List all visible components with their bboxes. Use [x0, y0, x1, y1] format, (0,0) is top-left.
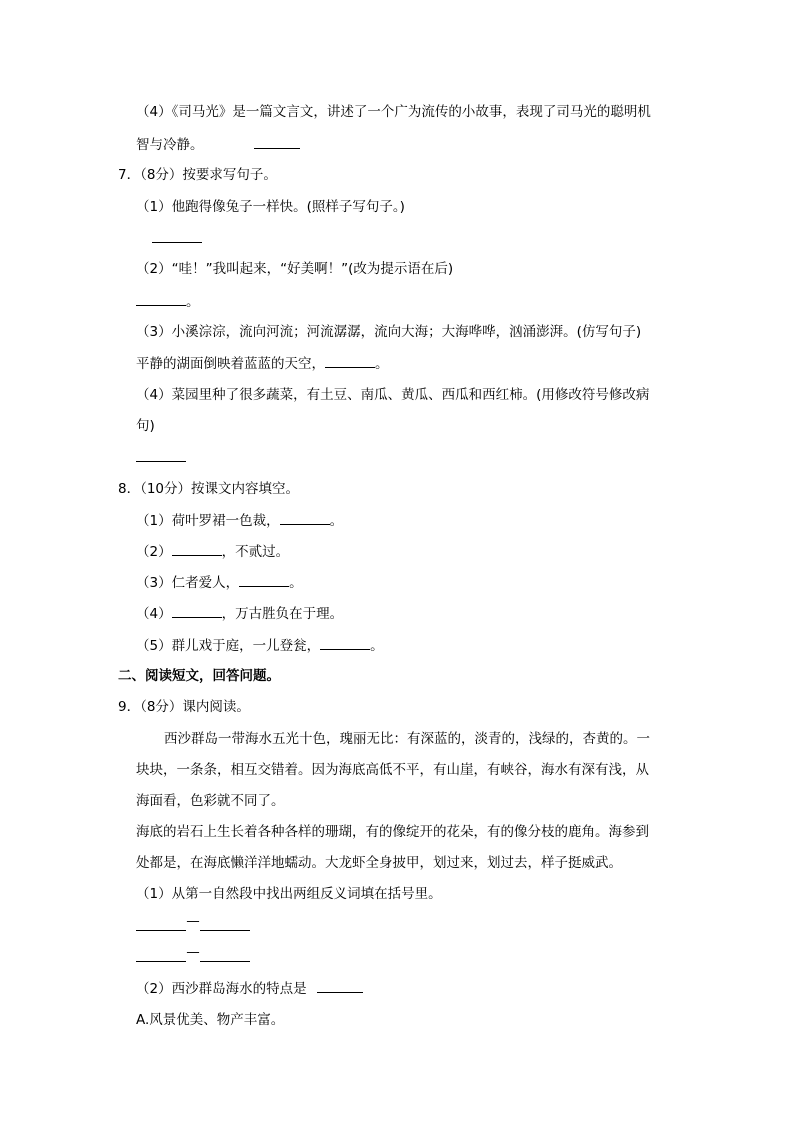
passage-p2-line2: 处都是，在海底懒洋洋地蠕动。大龙虾全身披甲，划过来，划过去，样子挺威武。 — [136, 855, 622, 871]
answer-blank[interactable] — [320, 635, 370, 650]
answer-blank[interactable] — [136, 447, 186, 462]
q8-item4-label: （4） — [136, 606, 172, 622]
q8-heading: 8．（10分）按课文内容填空。 — [118, 481, 300, 497]
passage-p1-line3: 海面看，色彩就不同了。 — [136, 793, 285, 809]
answer-blank[interactable] — [200, 916, 250, 931]
q8-item4 — [136, 603, 343, 624]
q7-part3-prefix: 平静的湖面倒映着蓝蓝的天空， — [136, 356, 325, 372]
q6-4-text: 智与冷静。 — [136, 137, 204, 153]
passage-p1-line2: 块块，一条条，相互交错着。因为海底高低不平，有山崖，有峡谷，海水有深有浅，从 — [136, 762, 649, 778]
q8-item3-text: （3）仁者爱人， — [136, 575, 240, 591]
q8-item3 — [136, 572, 303, 593]
q9-sub2-text: （2）西沙群岛海水的特点是 — [136, 981, 307, 997]
q8-item2-label: （2） — [136, 544, 172, 560]
answer-blank[interactable] — [136, 291, 186, 306]
period: 。 — [329, 513, 344, 529]
answer-blank[interactable] — [136, 916, 186, 931]
answer-blank[interactable] — [239, 572, 289, 587]
answer-blank[interactable] — [172, 541, 222, 556]
antonym-pair-1 — [136, 913, 250, 937]
q7-part1: （1）他跑得像兔子一样快。(照样子写句子。) — [136, 199, 405, 215]
q7-part4-answer — [136, 447, 186, 468]
q8-item5-text: （5）群儿戏于庭，一儿登瓮， — [136, 638, 321, 654]
antonym-pair-2 — [136, 944, 250, 968]
q9-sub2 — [136, 978, 363, 999]
q7-part3-answer — [136, 353, 389, 374]
period: 。 — [375, 356, 389, 372]
q8-item4-text: ，万古胜负在于理。 — [221, 606, 344, 622]
q6-4-line1: （4）《司马光》是一篇文言文，讲述了一个广为流传的小故事，表现了司马光的聪明机 — [136, 104, 651, 120]
q7-part2-answer — [136, 291, 200, 312]
answer-blank[interactable] — [200, 947, 250, 962]
q7-part4-line1: （4）菜园里种了很多蔬菜，有土豆、南瓜、黄瓜、西瓜和西红柿。(用修改符号修改病 — [136, 387, 650, 403]
answer-blank[interactable] — [280, 510, 330, 525]
period: 。 — [370, 638, 384, 654]
option-a[interactable]: A.风景优美、物产丰富。 — [136, 1012, 285, 1028]
answer-blank[interactable] — [325, 353, 375, 368]
q8-item1-text: （1）荷叶罗裙一色裁， — [136, 513, 280, 529]
answer-blank[interactable] — [254, 134, 300, 149]
answer-blank[interactable] — [152, 228, 202, 243]
period: 。 — [289, 575, 303, 591]
answer-blank[interactable] — [317, 978, 363, 993]
q8-item2 — [136, 541, 289, 562]
q7-part3: （3）小溪淙淙，流向河流；河流潺潺，流向大海；大海哗哗，汹涌澎湃。(仿写句子) — [136, 324, 642, 340]
q8-item1 — [136, 510, 343, 531]
q8-item5 — [136, 635, 384, 656]
q8-item2-text: ，不贰过。 — [221, 544, 290, 560]
q7-part2: （2）“哇！”我叫起来，“好美啊！”(改为提示语在后) — [136, 261, 454, 277]
q9-heading: 9．（8分）课内阅读。 — [118, 699, 250, 715]
answer-blank[interactable] — [172, 603, 222, 618]
q6-4-line2 — [136, 134, 300, 155]
q9-sub1: （1）从第一自然段中找出两组反义词填在括号里。 — [136, 886, 442, 902]
period: 。 — [186, 294, 200, 310]
q7-heading: 7．（8分）按要求写句子。 — [118, 167, 277, 183]
q7-part4-line2: 句) — [136, 418, 155, 434]
passage-p1-line1: 西沙群岛一带海水五光十色，瑰丽无比：有深蓝的，淡青的，浅绿的，杏黄的。一 — [164, 731, 650, 747]
passage-p2-line1: 海底的岩石上生长着各种各样的珊瑚，有的像绽开的花朵，有的像分枝的鹿角。海参到 — [136, 824, 649, 840]
q7-part1-answer — [152, 228, 202, 249]
answer-blank[interactable] — [136, 947, 186, 962]
section-title: 二、阅读短文，回答问题。 — [118, 668, 280, 684]
dash: — — [186, 944, 200, 960]
dash: — — [186, 913, 200, 929]
